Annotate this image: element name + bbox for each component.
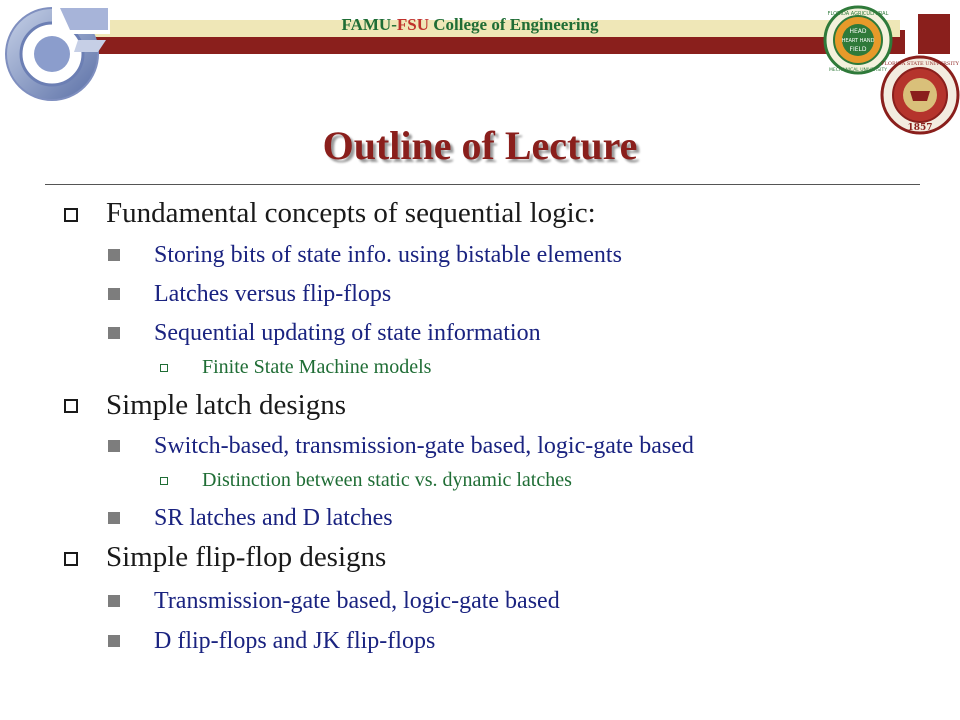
- outline-item-level2: Switch-based, transmission-gate based, logic-gate based: [154, 433, 694, 459]
- fsu-seal-ring: FLORIDA STATE UNIVERSITY: [881, 61, 959, 67]
- hollow-square-bullet-icon: [64, 399, 78, 413]
- outline-item-level2: Transmission-gate based, logic-gate based: [154, 588, 560, 614]
- square-bullet-icon: [108, 635, 120, 647]
- square-bullet-icon: [108, 595, 120, 607]
- header-fsu: FSU: [396, 15, 429, 34]
- square-bullet-icon: [108, 440, 120, 452]
- square-bullet-icon: [108, 327, 120, 339]
- outline-item-level1: Fundamental concepts of sequential logic:: [106, 197, 596, 229]
- famu-seal-ring-bottom: MECHANICAL UNIVERSITY: [829, 68, 887, 73]
- outline-item-level3: Finite State Machine models: [202, 356, 432, 378]
- outline-item-level2: Storing bits of state info. using bistable elements: [154, 242, 622, 268]
- square-bullet-icon: [108, 512, 120, 524]
- square-bullet-icon: [108, 249, 120, 261]
- hollow-square-bullet-icon: [160, 364, 168, 372]
- famu-seal-center-mid: HEART HAND: [841, 38, 875, 44]
- fsu-seal-year: 1857: [907, 123, 933, 133]
- outline-item-level1: Simple flip-flop designs: [106, 541, 387, 573]
- outline-item-level2: Sequential updating of state information: [154, 320, 541, 346]
- hollow-square-bullet-icon: [64, 208, 78, 222]
- square-bullet-icon: [108, 288, 120, 300]
- header-famu: FAMU: [341, 15, 392, 34]
- famu-seal-center-bottom: FIELD: [849, 46, 867, 53]
- hollow-square-bullet-icon: [160, 477, 168, 485]
- header-college: College of Engineering: [429, 15, 599, 34]
- hollow-square-bullet-icon: [64, 552, 78, 566]
- outline-item-level2: SR latches and D latches: [154, 505, 393, 531]
- outline-item-level2: Latches versus flip-flops: [154, 281, 392, 307]
- slide-title: Outline of Lecture: [322, 123, 638, 168]
- outline-item-level3: Distinction between static vs. dynamic latches: [202, 469, 572, 491]
- famu-seal-center-top: HEAD: [849, 28, 867, 35]
- header-separator: -: [391, 15, 397, 34]
- famu-seal-ring-top: FLORIDA AGRICULTURAL: [827, 11, 889, 17]
- outline-item-level1: Simple latch designs: [106, 389, 347, 421]
- outline-item-level2: D flip-flops and JK flip-flops: [154, 628, 436, 654]
